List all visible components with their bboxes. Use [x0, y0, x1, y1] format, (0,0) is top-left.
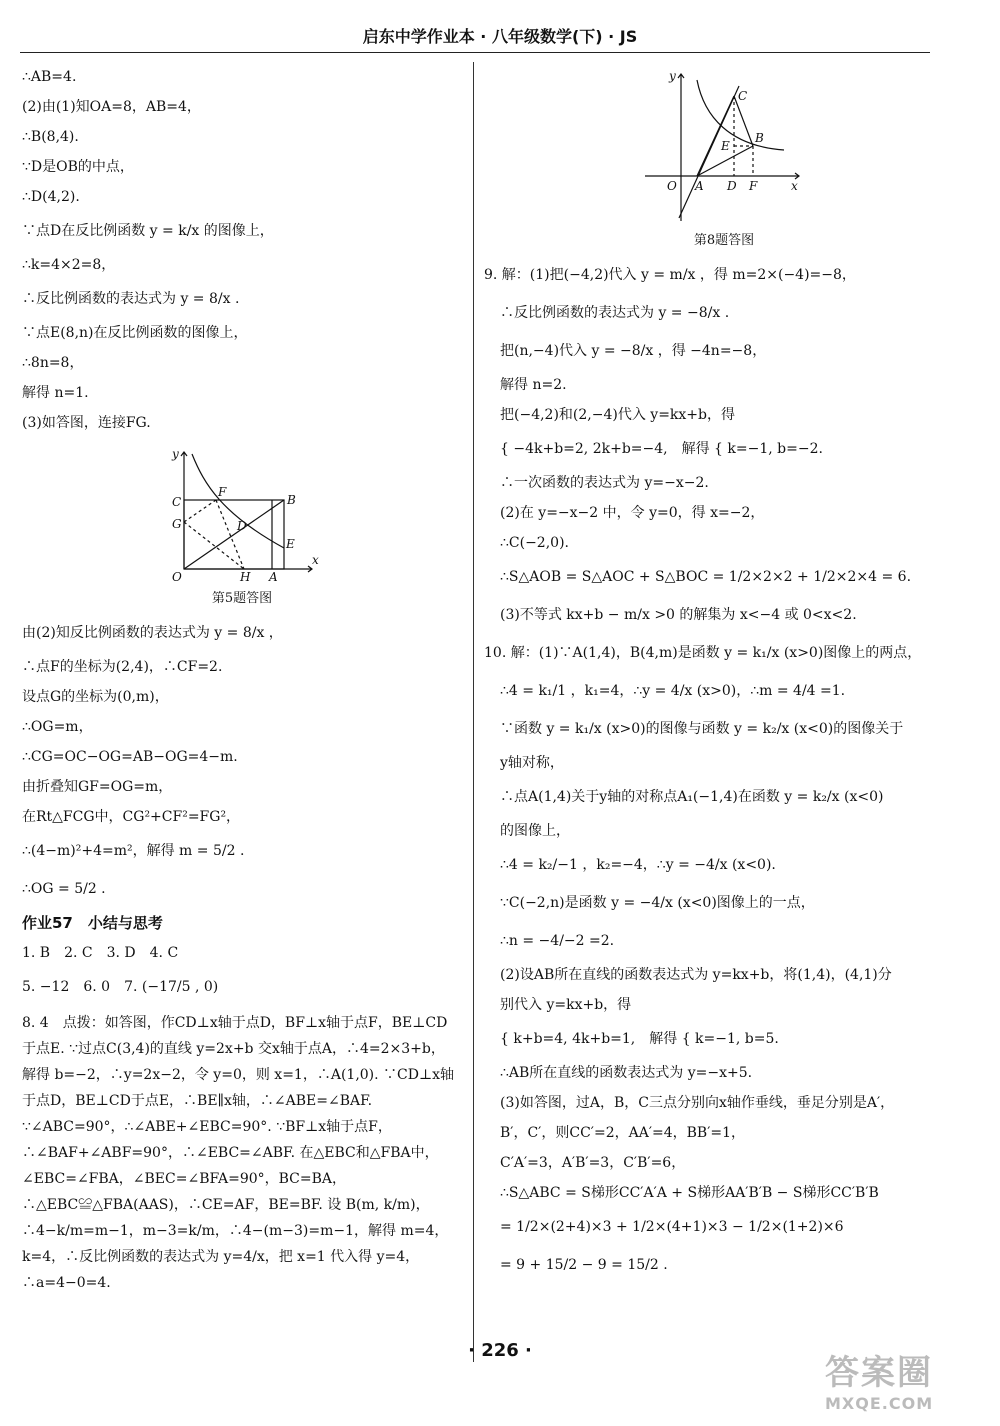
- text-line: (3)如答图，过A，B，C三点分别向x轴作垂线，垂足分别是A′，: [500, 1095, 895, 1111]
- fig5-label: H: [240, 570, 251, 584]
- text-line: ∴8n=8，: [22, 355, 84, 371]
- text-line: ∴B(8,4).: [22, 129, 79, 145]
- fig5-label: O: [172, 570, 182, 584]
- section-heading: 作业57 小结与思考: [22, 914, 163, 932]
- text-line: ∴反比例函数的表达式为 y = 8/x .: [22, 291, 240, 307]
- text-line: (2)在 y=−x−2 中，令 y=0，得 x=−2，: [500, 505, 765, 521]
- text-line: ∴OG = 5/2 .: [22, 881, 106, 897]
- text-line: ∵点D在反比例函数 y = k/x 的图像上，: [22, 223, 274, 239]
- text-line: ∴(4−m)²+4=m²，解得 m = 5/2 .: [22, 843, 245, 859]
- text-line: ∴反比例函数的表达式为 y = −8/x .: [500, 305, 730, 321]
- text-line: ∵C(−2,n)是函数 y = −4/x (x<0)图像上的一点，: [500, 895, 815, 911]
- text-line: 设点G的坐标为(0,m)，: [22, 689, 169, 705]
- text-line: ∴AB=4.: [22, 69, 77, 85]
- text-line: (3)不等式 kx+b − m/x >0 的解集为 x<−4 或 0<x<2.: [500, 607, 857, 623]
- text-line: y轴对称，: [500, 755, 564, 771]
- fig8-label: E: [721, 139, 730, 153]
- fig8-label: D: [727, 179, 737, 193]
- fig5-label: A: [269, 570, 278, 584]
- header-rule: [20, 52, 930, 53]
- watermark-url: MXQE.COM: [825, 1394, 934, 1413]
- text-line: C′A′=3，A′B′=3，C′B′=6，: [500, 1155, 686, 1171]
- text-line: ∴点F的坐标为(2,4)，∴CF=2.: [22, 659, 223, 675]
- fig5-label: x: [312, 553, 319, 567]
- page-header: 启东中学作业本 · 八年级数学(下) · JS: [362, 27, 638, 46]
- text-line: ∴一次函数的表达式为 y=−x−2.: [500, 475, 709, 491]
- right-column: [484, 62, 964, 1284]
- text-line: 把(n,−4)代入 y = −8/x ，得 −4n=−8，: [500, 343, 767, 359]
- text-line: ∴4 = k₁/1 ，k₁=4，∴y = 4/x (x>0)，∴m = 4/4 =1.: [500, 683, 846, 699]
- fig8-label: C: [738, 89, 748, 103]
- figure-5-diagram: [162, 444, 322, 584]
- text-line: B′，C′，则CC′=2，AA′=4，BB′=1，: [500, 1125, 746, 1141]
- text-line: 解得 n=2.: [500, 377, 567, 393]
- text-line: ∵函数 y = k₁/x (x>0)的图像与函数 y = k₂/x (x<0)的图像关于: [500, 721, 904, 737]
- text-line: ∴4 = k₂/−1 ，k₂=−4，∴y = −4/x (x<0).: [500, 857, 776, 873]
- text-line: 在Rt△FCG中，CG²+CF²=FG²，: [22, 809, 241, 825]
- text-line: ∴OG=m，: [22, 719, 93, 735]
- fig5-label: y: [172, 447, 179, 461]
- text-line: = 9 + 15/2 − 9 = 15/2 .: [500, 1257, 668, 1273]
- fig8-label: A: [695, 179, 704, 193]
- text-line: ∴AB所在直线的函数表达式为 y=−x+5.: [500, 1065, 753, 1081]
- text-line: 由折叠知GF=OG=m，: [22, 779, 173, 795]
- fig5-label: C: [172, 495, 182, 509]
- figure-8-caption: 第8题答图: [693, 233, 755, 248]
- text-line: 别代入 y=kx+b，得: [500, 997, 632, 1013]
- fig5-label: G: [172, 517, 182, 531]
- column-divider: [473, 62, 474, 1362]
- answer-line: 1. B 2. C 3. D 4. C: [22, 945, 179, 961]
- watermark-logo: 答案圈: [825, 1353, 933, 1393]
- fig8-label: B: [755, 131, 764, 145]
- text-line: (2)由(1)知OA=8，AB=4，: [22, 99, 201, 115]
- fig8-label: F: [749, 179, 758, 193]
- text-line: ∴C(−2,0).: [500, 535, 569, 551]
- text-line: ∴点A(1,4)关于y轴的对称点A₁(−1,4)在函数 y = k₂/x (x<0): [500, 789, 884, 805]
- fig8-label: x: [791, 179, 798, 193]
- q8-solution: 8. 4 点拨：如答图，作CD⊥x轴于点D，BF⊥x轴于点F，BE⊥CD于点E. ∵过点C(3,4)的直线 y=2x+b 交x轴于点A，∴4=2×3+b，解得 b=−2，∴y=2x−2，令 y=0，则 x=1，∴A(1,0). ∵CD⊥x轴于点D，BE⊥CD于点E，∴BE∥x轴，∴∠ABE=∠BAF. ∵∠ABC=90°，∴∠ABE+∠EBC=90°. ∵BF⊥x轴于点F，∴∠BAF+∠ABF=90°，∴∠EBC=∠ABF. 在△EBC和△FBA中，∠EBC=∠FBA，∠BEC=∠BFA=90°，BC=BA，∴△EBC≌△FBA(AAS)，∴CE=AF，BE=BF. 设 B(m, k/m)，∴4−k/m=m−1，m−3=k/m，∴4−(m−3)=m−1，解得 m=4，k=4，∴反比例函数的表达式为 y=4/x，把 x=1 代入得 y=4，∴a=4−0=4.: [22, 1015, 455, 1291]
- text-line: ∵D是OB的中点，: [22, 159, 134, 175]
- fig5-label: B: [287, 493, 296, 507]
- figure-8-diagram: [639, 66, 809, 226]
- fig8-label: y: [669, 69, 676, 83]
- fig5-label: D: [237, 519, 247, 533]
- fig5-label: F: [218, 485, 227, 499]
- text-line: ∴k=4×2=8，: [22, 257, 116, 273]
- text-line: ∴D(4,2).: [22, 189, 80, 205]
- text-line: { −4k+b=2, 2k+b=−4, 解得 { k=−1, b=−2.: [500, 441, 823, 457]
- text-line: (2)设AB所在直线的函数表达式为 y=kx+b，将(1,4)，(4,1)分: [500, 967, 892, 983]
- text-line: 把(−4,2)和(2,−4)代入 y=kx+b，得: [500, 407, 735, 423]
- text-line: { k+b=4, 4k+b=1, 解得 { k=−1, b=5.: [500, 1031, 779, 1047]
- text-line: ∵点E(8,n)在反比例函数的图像上，: [22, 325, 248, 341]
- watermark: [825, 1345, 995, 1415]
- fig5-label: E: [286, 537, 295, 551]
- text-line: ∴S△ABC = S梯形CC′A′A + S梯形AA′B′B − S梯形CC′B′B: [500, 1185, 879, 1201]
- text-line: = 1/2×(2+4)×3 + 1/2×(4+1)×3 − 1/2×(1+2)×6: [500, 1219, 844, 1235]
- answer-line: 5. −12 6. 0 7. (−17/5 , 0): [22, 979, 219, 995]
- page-number: · 226 ·: [468, 1340, 532, 1361]
- fig8-label: O: [667, 179, 677, 193]
- text-line: 由(2)知反比例函数的表达式为 y = 8/x ，: [22, 625, 283, 641]
- text-line: 9. 解：(1)把(−4,2)代入 y = m/x ，得 m=2×(−4)=−8，: [484, 267, 856, 283]
- text-line: ∴n = −4/−2 =2.: [500, 933, 615, 949]
- figure-5-caption: 第5题答图: [211, 591, 273, 606]
- text-line: 解得 n=1.: [22, 385, 89, 401]
- text-line: 10. 解：(1)∵A(1,4)，B(4,m)是函数 y = k₁/x (x>0)图像上的两点，: [484, 645, 922, 661]
- text-line: ∴S△AOB = S△AOC + S△BOC = 1/2×2×2 + 1/2×2×4 = 6.: [500, 569, 912, 585]
- left-column: [22, 62, 462, 1296]
- text-line: ∴CG=OC−OG=AB−OG=4−m.: [22, 749, 238, 765]
- text-line: (3)如答图，连接FG.: [22, 415, 151, 431]
- text-line: 的图像上，: [500, 823, 570, 839]
